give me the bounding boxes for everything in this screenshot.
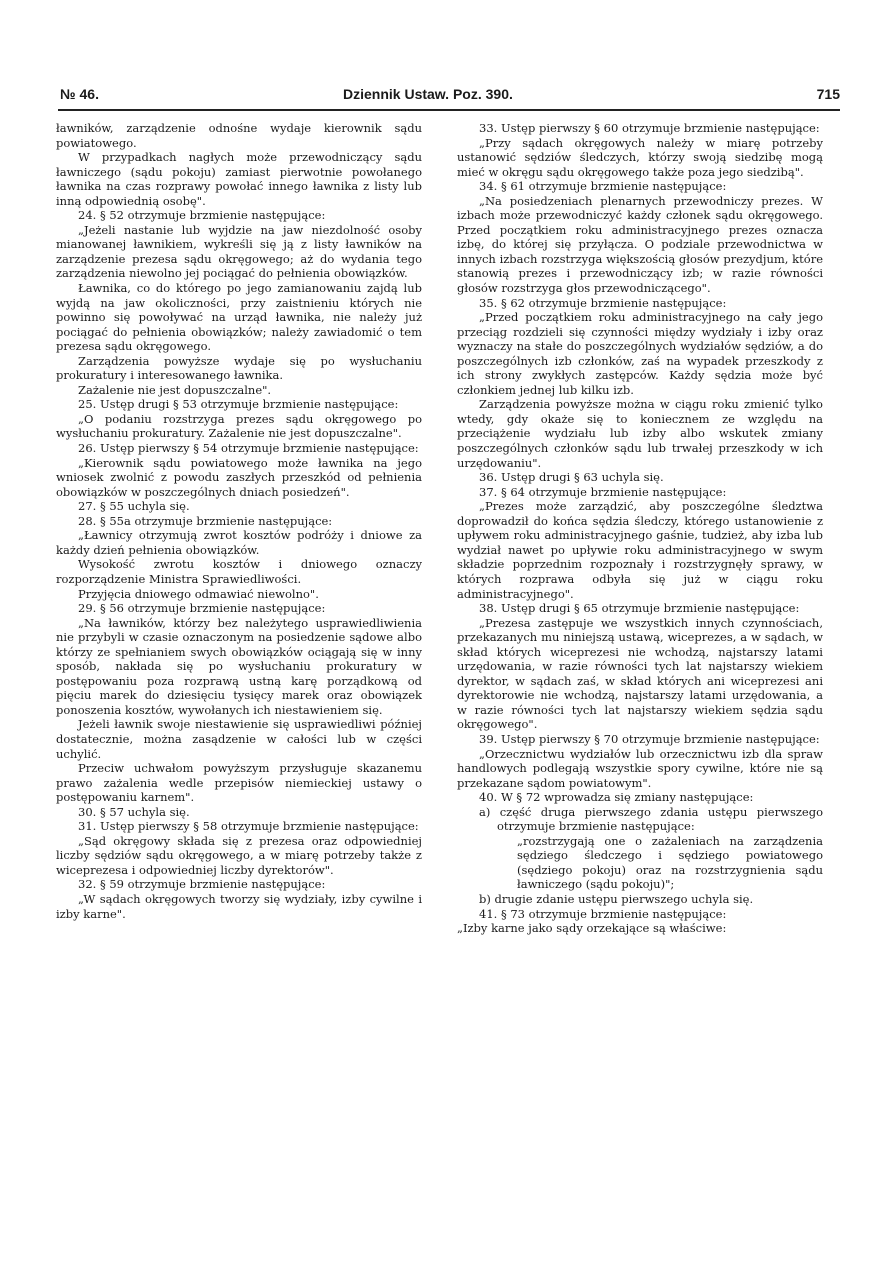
paragraph: ławników, zarządzenie odnośne wydaje kierownik sądu powiatowego. xyxy=(56,121,422,150)
paragraph: „Na ławników, którzy bez należytego usprawiedliwienia nie przybyli w czasie oznaczonym na posiedzenie sądowe albo którzy ze spełnianiem swych obowiązków ociągają się w inny sposób, nakłada się po wysłuchaniu prokuratury w postępowaniu poza rozprawą ustną karę porządkową od pięciu marek do dziesięciu tysięcy marek oraz obowiązek ponoszenia kosztów, wywołanych ich niestawieniem się. xyxy=(56,615,422,717)
paragraph: „Sąd okręgowy składa się z prezesa oraz odpowiedniej liczby sędziów sądu okręgowego, a w miarę potrzeby także z wiceprezesa i odpowiedniej liczby dyrektorów". xyxy=(56,833,422,877)
paragraph: 31. Ustęp pierwszy § 58 otrzymuje brzmienie następujące: xyxy=(78,819,419,834)
paragraph: a) część druga pierwszego zdania ustępu pierwszego otrzymuje brzmienie następujące: xyxy=(479,804,823,834)
header-rule xyxy=(58,109,840,111)
paragraph: Przyjęcia dniowego odmawiać niewolno". xyxy=(78,586,319,601)
paragraph: „Prezesa zastępuje we wszystkich innych czynnościach, przekazanych mu niniejszą ustawą, wiceprezes, a w sądach, w skład których wiceprezesi nie wchodzą, najstarszy latami urzędowania, w razie równości tych lat najstarszy wiekiem dyrektor, w sądach zaś, w skład których ani wiceprezesi ani dyrektorowie nie wchodzą, najstarszy latami urzędowania, a w razie równości tych lat najstarszy wiekiem sędzia sądu okręgowego". xyxy=(457,615,823,732)
paragraph: 27. § 55 uchyla się. xyxy=(78,499,190,514)
paragraph: 35. § 62 otrzymuje brzmienie następujące: xyxy=(479,295,727,310)
paragraph: 34. § 61 otrzymuje brzmienie następujące: xyxy=(479,179,727,194)
right-column xyxy=(457,121,823,936)
paragraph: Ławnika, co do którego po jego zamianowaniu zajdą lub wyjdą na jaw okoliczności, przy zaistnieniu których nie powinno się powoływać na urząd ławnika, nie należy już pociągać do pełnienia obowiązków; należy zawiadomić o tem prezesa sądu okręgowego. xyxy=(56,281,422,354)
paragraph: 26. Ustęp pierwszy § 54 otrzymuje brzmienie następujące: xyxy=(78,441,419,456)
paragraph: „O podaniu rozstrzyga prezes sądu okręgowego po wysłuchaniu prokuratury. Zażalenie nie jest dopuszczalne". xyxy=(56,411,422,441)
paragraph: 41. § 73 otrzymuje brzmienie następujące: xyxy=(479,906,727,921)
paragraph: 32. § 59 otrzymuje brzmienie następujące: xyxy=(78,877,326,892)
issue-number: № 46. xyxy=(60,86,99,102)
paragraph: b) drugie zdanie ustępu pierwszego uchyla się. xyxy=(479,891,754,906)
paragraph: 37. § 64 otrzymuje brzmienie następujące: xyxy=(479,484,727,499)
page-number: 715 xyxy=(816,86,840,102)
paragraph: „Jeżeli nastanie lub wyjdzie na jaw niezdolność osoby mianowanej ławnikiem, wykreśli się ją z listy ławników na zarządzenie prezesa sądu okręgowego; aż do wydania tego zarządzenia niewolno jej pociągać do pełnienia obowiązków. xyxy=(56,222,422,281)
paragraph: Zażalenie nie jest dopuszczalne". xyxy=(78,382,272,397)
paragraph: 33. Ustęp pierwszy § 60 otrzymuje brzmienie następujące: xyxy=(479,121,820,135)
paragraph: Wysokość zwrotu kosztów i dniowego oznaczy rozporządzenie Ministra Sprawiedliwości. xyxy=(56,557,422,586)
paragraph: „Izby karne jako sądy orzekające są właściwe: xyxy=(457,921,727,936)
paragraph: 28. § 55a otrzymuje brzmienie następujące: xyxy=(78,513,333,528)
paragraph: 40. W § 72 wprowadza się zmiany następujące: xyxy=(479,790,754,805)
page-header xyxy=(60,86,840,110)
left-column xyxy=(56,121,422,921)
paragraph: Zarządzenia powyższe wydaje się po wysłuchaniu prokuratury i interesowanego ławnika. xyxy=(56,353,422,383)
paragraph: Zarządzenia powyższe można w ciągu roku zmienić tylko wtedy, gdy okaże się to koniecznem ze względu na przeciążenie wydziału lub izby albo wskutek zmiany poszczególnych członków sądu lub trwałej przeszkody w ich urzędowaniu". xyxy=(457,397,823,470)
journal-title: Dziennik Ustaw. Poz. 390. xyxy=(343,86,513,102)
paragraph: „Ławnicy otrzymują zwrot kosztów podróży i dniowe za każdy dzień pełnienia obowiązków. xyxy=(56,528,422,557)
paragraph: „Prezes może zarządzić, aby poszczególne śledztwa doprowadził do końca sędzia śledczy, którego ustanowienie z upływem roku administracyjnego gaśnie, tudzież, aby izba lub wydział nawet po upływie roku administracyjnego w swym składzie poprzednim rozpoznały i rozstrzygnęły sprawy, w których rozprawa odbyła się już w ciągu roku administracyjnego". xyxy=(457,499,823,601)
paragraph: 30. § 57 uchyla się. xyxy=(78,804,190,819)
paragraph: Jeżeli ławnik swoje niestawienie się usprawiedliwi później dostatecznie, można zasądzenie w całości lub w części uchylić. xyxy=(56,717,422,761)
paragraph: 24. § 52 otrzymuje brzmienie następujące: xyxy=(78,208,326,223)
paragraph: „Orzecznictwu wydziałów lub orzecznictwu izb dla spraw handlowych podlegają wszystkie spory cywilne, które nie są przekazane sądom powiatowym". xyxy=(457,746,823,790)
paragraph: 36. Ustęp drugi § 63 uchyla się. xyxy=(479,470,664,485)
paragraph: 25. Ustęp drugi § 53 otrzymuje brzmienie następujące: xyxy=(78,397,399,412)
paragraph: Przeciw uchwałom powyższym przysługuje skazanemu prawo zażalenia wedle przepisów niemieckiej ustawy o postępowaniu karnem". xyxy=(56,761,422,805)
paragraph: „Przy sądach okręgowych należy w miarę potrzeby ustanowić sędziów śledczych, którzy swoją siedzibę mogą mieć w okręgu sądu okręgowego także poza jego siedzibą". xyxy=(457,135,823,179)
paragraph: „Kierownik sądu powiatowego może ławnika na jego wniosek zwolnić z powodu zaszłych przeszkód od pełnienia obowiązków w poszczególnych dniach posiedzeń". xyxy=(56,455,422,499)
paragraph: 29. § 56 otrzymuje brzmienie następujące: xyxy=(78,601,326,616)
paragraph: „Przed początkiem roku administracyjnego na cały jego przeciąg rozdzieli się czynności między wydziały i izby oraz wyznaczy na stałe do poszczególnych wydziałów sędziów, a do poszczególnych izb członków, zaś na wypadek przeszkody z ich strony zwykłych zastępców. Każdy sędzia może być członkiem jednej lub kilku izb. xyxy=(457,310,823,397)
paragraph: „rozstrzygają one o zażaleniach na zarządzenia sędziego śledczego i sędziego powiatowego (sędziego pokoju) oraz na rozstrzygnienia sądu ławniczego (sądu pokoju)"; xyxy=(517,833,823,892)
paragraph: 38. Ustęp drugi § 65 otrzymuje brzmienie następujące: xyxy=(479,601,800,616)
paragraph: 39. Ustęp pierwszy § 70 otrzymuje brzmienie następujące: xyxy=(479,731,820,746)
paragraph: „W sądach okręgowych tworzy się wydziały, izby cywilne i izby karne". xyxy=(56,891,422,921)
paragraph: W przypadkach nagłych może przewodniczący sądu ławniczego (sądu pokoju) zamiast pierwotnie powołanego ławnika na czas rozprawy powołać innego ławnika z listy lub inną odpowiednią osobę". xyxy=(56,150,422,208)
paragraph: „Na posiedzeniach plenarnych przewodniczy prezes. W izbach może przewodniczyć każdy członek sądu okręgowego. Przed początkiem roku administracyjnego prezes oznacza izbę, do której się przyłącza. O podziale przewodnictwa w innych izbach rozstrzyga większością głosów prezydjum, które stanowią prezes i przewodniczący izb; w razie równości głosów rozstrzyga głos przewodniczącego". xyxy=(457,193,823,296)
